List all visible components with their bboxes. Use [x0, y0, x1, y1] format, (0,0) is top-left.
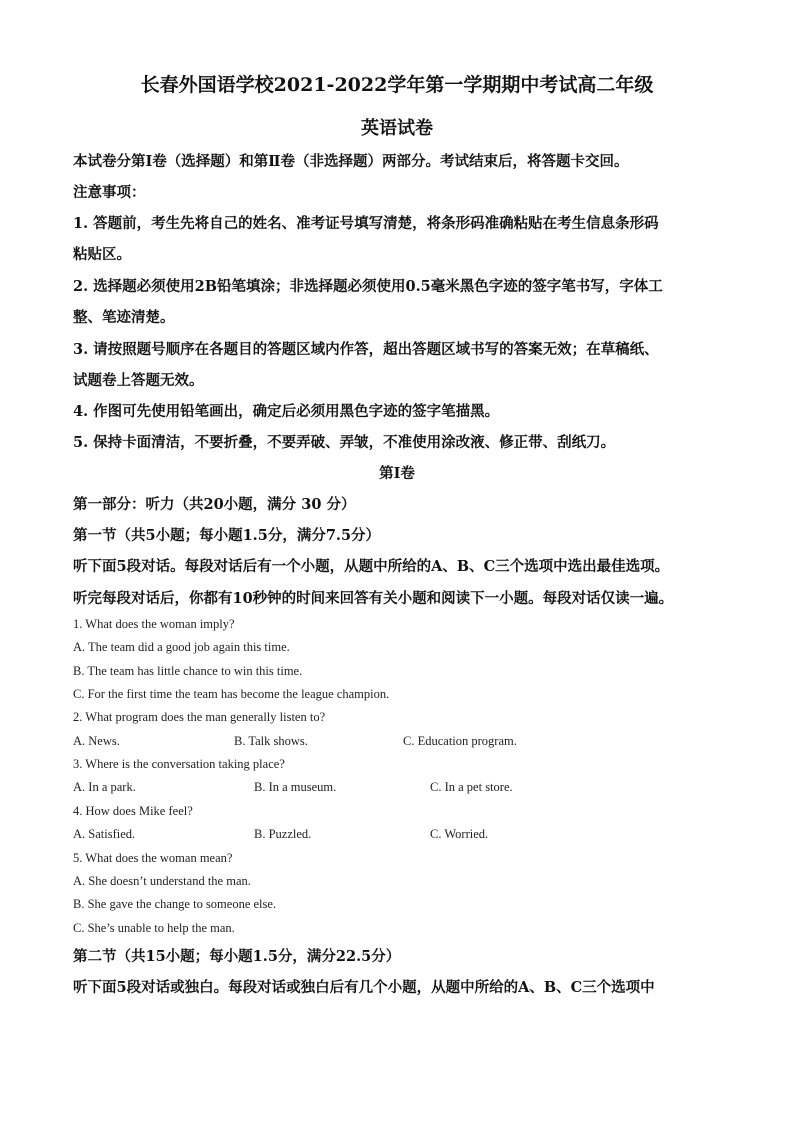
- notice-title: 注意事项：: [73, 184, 146, 201]
- question-stem: 3. Where is the conversation taking place?: [73, 757, 285, 771]
- section-heading: 第二节（共15小题；每小题1.5分，满分22.5分）: [73, 948, 401, 965]
- answer-option: C. In a pet store.: [430, 780, 513, 794]
- section-instructions: 听下面5段对话。每段对话后有一个小题，从题中所给的A、B、C三个选项中选出最佳选项。: [73, 558, 670, 575]
- answer-option: B. Talk shows.: [234, 734, 308, 748]
- notice-line: 整、笔迹清楚。: [73, 309, 175, 326]
- question-stem: 5. What does the woman mean?: [73, 851, 233, 865]
- answer-option: A. In a park.: [73, 780, 136, 794]
- notice-line: 3. 请按照题号顺序在各题目的答题区域内作答，超出答题区域书写的答案无效；在草稿纸、: [73, 341, 659, 358]
- answer-option: A. The team did a good job again this time.: [73, 640, 290, 654]
- section-heading: 第一节（共5小题；每小题1.5分，满分7.5分）: [73, 527, 381, 544]
- answer-option: A. She doesn’t understand the man.: [73, 874, 251, 888]
- section-instructions: 听完每段对话后，你都有10秒钟的时间来回答有关小题和阅读下一小题。每段对话仅读一遍。: [73, 590, 674, 607]
- answer-option: C. Worried.: [430, 827, 489, 841]
- volume-heading: 第Ⅰ卷: [379, 465, 415, 482]
- exam-title: 长春外国语学校2021-2022学年第一学期期中考试高二年级: [140, 74, 654, 96]
- answer-option: B. Puzzled.: [254, 827, 312, 841]
- answer-option: C. Education program.: [403, 734, 517, 748]
- notice-line: 4. 作图可先使用铅笔画出，确定后必须用黑色字迹的签字笔描黑。: [73, 403, 500, 420]
- part-heading: 第一部分：听力（共20小题，满分 30 分）: [73, 496, 356, 513]
- question-stem: 1. What does the woman imply?: [73, 617, 235, 631]
- notice-line: 1. 答题前，考生先将自己的姓名、准考证号填写清楚，将条形码准确粘贴在考生信息条形码: [73, 215, 659, 232]
- answer-option: B. The team has little chance to win this time.: [73, 664, 303, 678]
- exam-subtitle: 英语试卷: [361, 118, 433, 139]
- answer-option: A. Satisfied.: [73, 827, 136, 841]
- answer-option: C. For the first time the team has become the league champion.: [73, 687, 390, 701]
- notice-line: 试题卷上答题无效。: [73, 372, 204, 389]
- intro-text: 本试卷分第Ⅰ卷（选择题）和第Ⅱ卷（非选择题）两部分。考试结束后，将答题卡交回。: [73, 153, 629, 170]
- answer-option: B. In a museum.: [254, 780, 337, 794]
- question-stem: 4. How does Mike feel?: [73, 804, 193, 818]
- section-instructions: 听下面5段对话或独白。每段对话或独白后有几个小题，从题中所给的A、B、C三个选项中: [73, 979, 655, 996]
- answer-option: C. She’s unable to help the man.: [73, 921, 235, 935]
- notice-line: 粘贴区。: [73, 246, 131, 263]
- answer-option: A. News.: [73, 734, 120, 748]
- notice-line: 2. 选择题必须使用2B铅笔填涂；非选择题必须使用0.5毫米黑色字迹的签字笔书写，字体工: [73, 278, 663, 295]
- answer-option: B. She gave the change to someone else.: [73, 897, 277, 911]
- notice-line: 5. 保持卡面清洁，不要折叠，不要弄破、弄皱，不准使用涂改液、修正带、刮纸刀。: [73, 434, 616, 451]
- question-stem: 2. What program does the man generally listen to?: [73, 710, 326, 724]
